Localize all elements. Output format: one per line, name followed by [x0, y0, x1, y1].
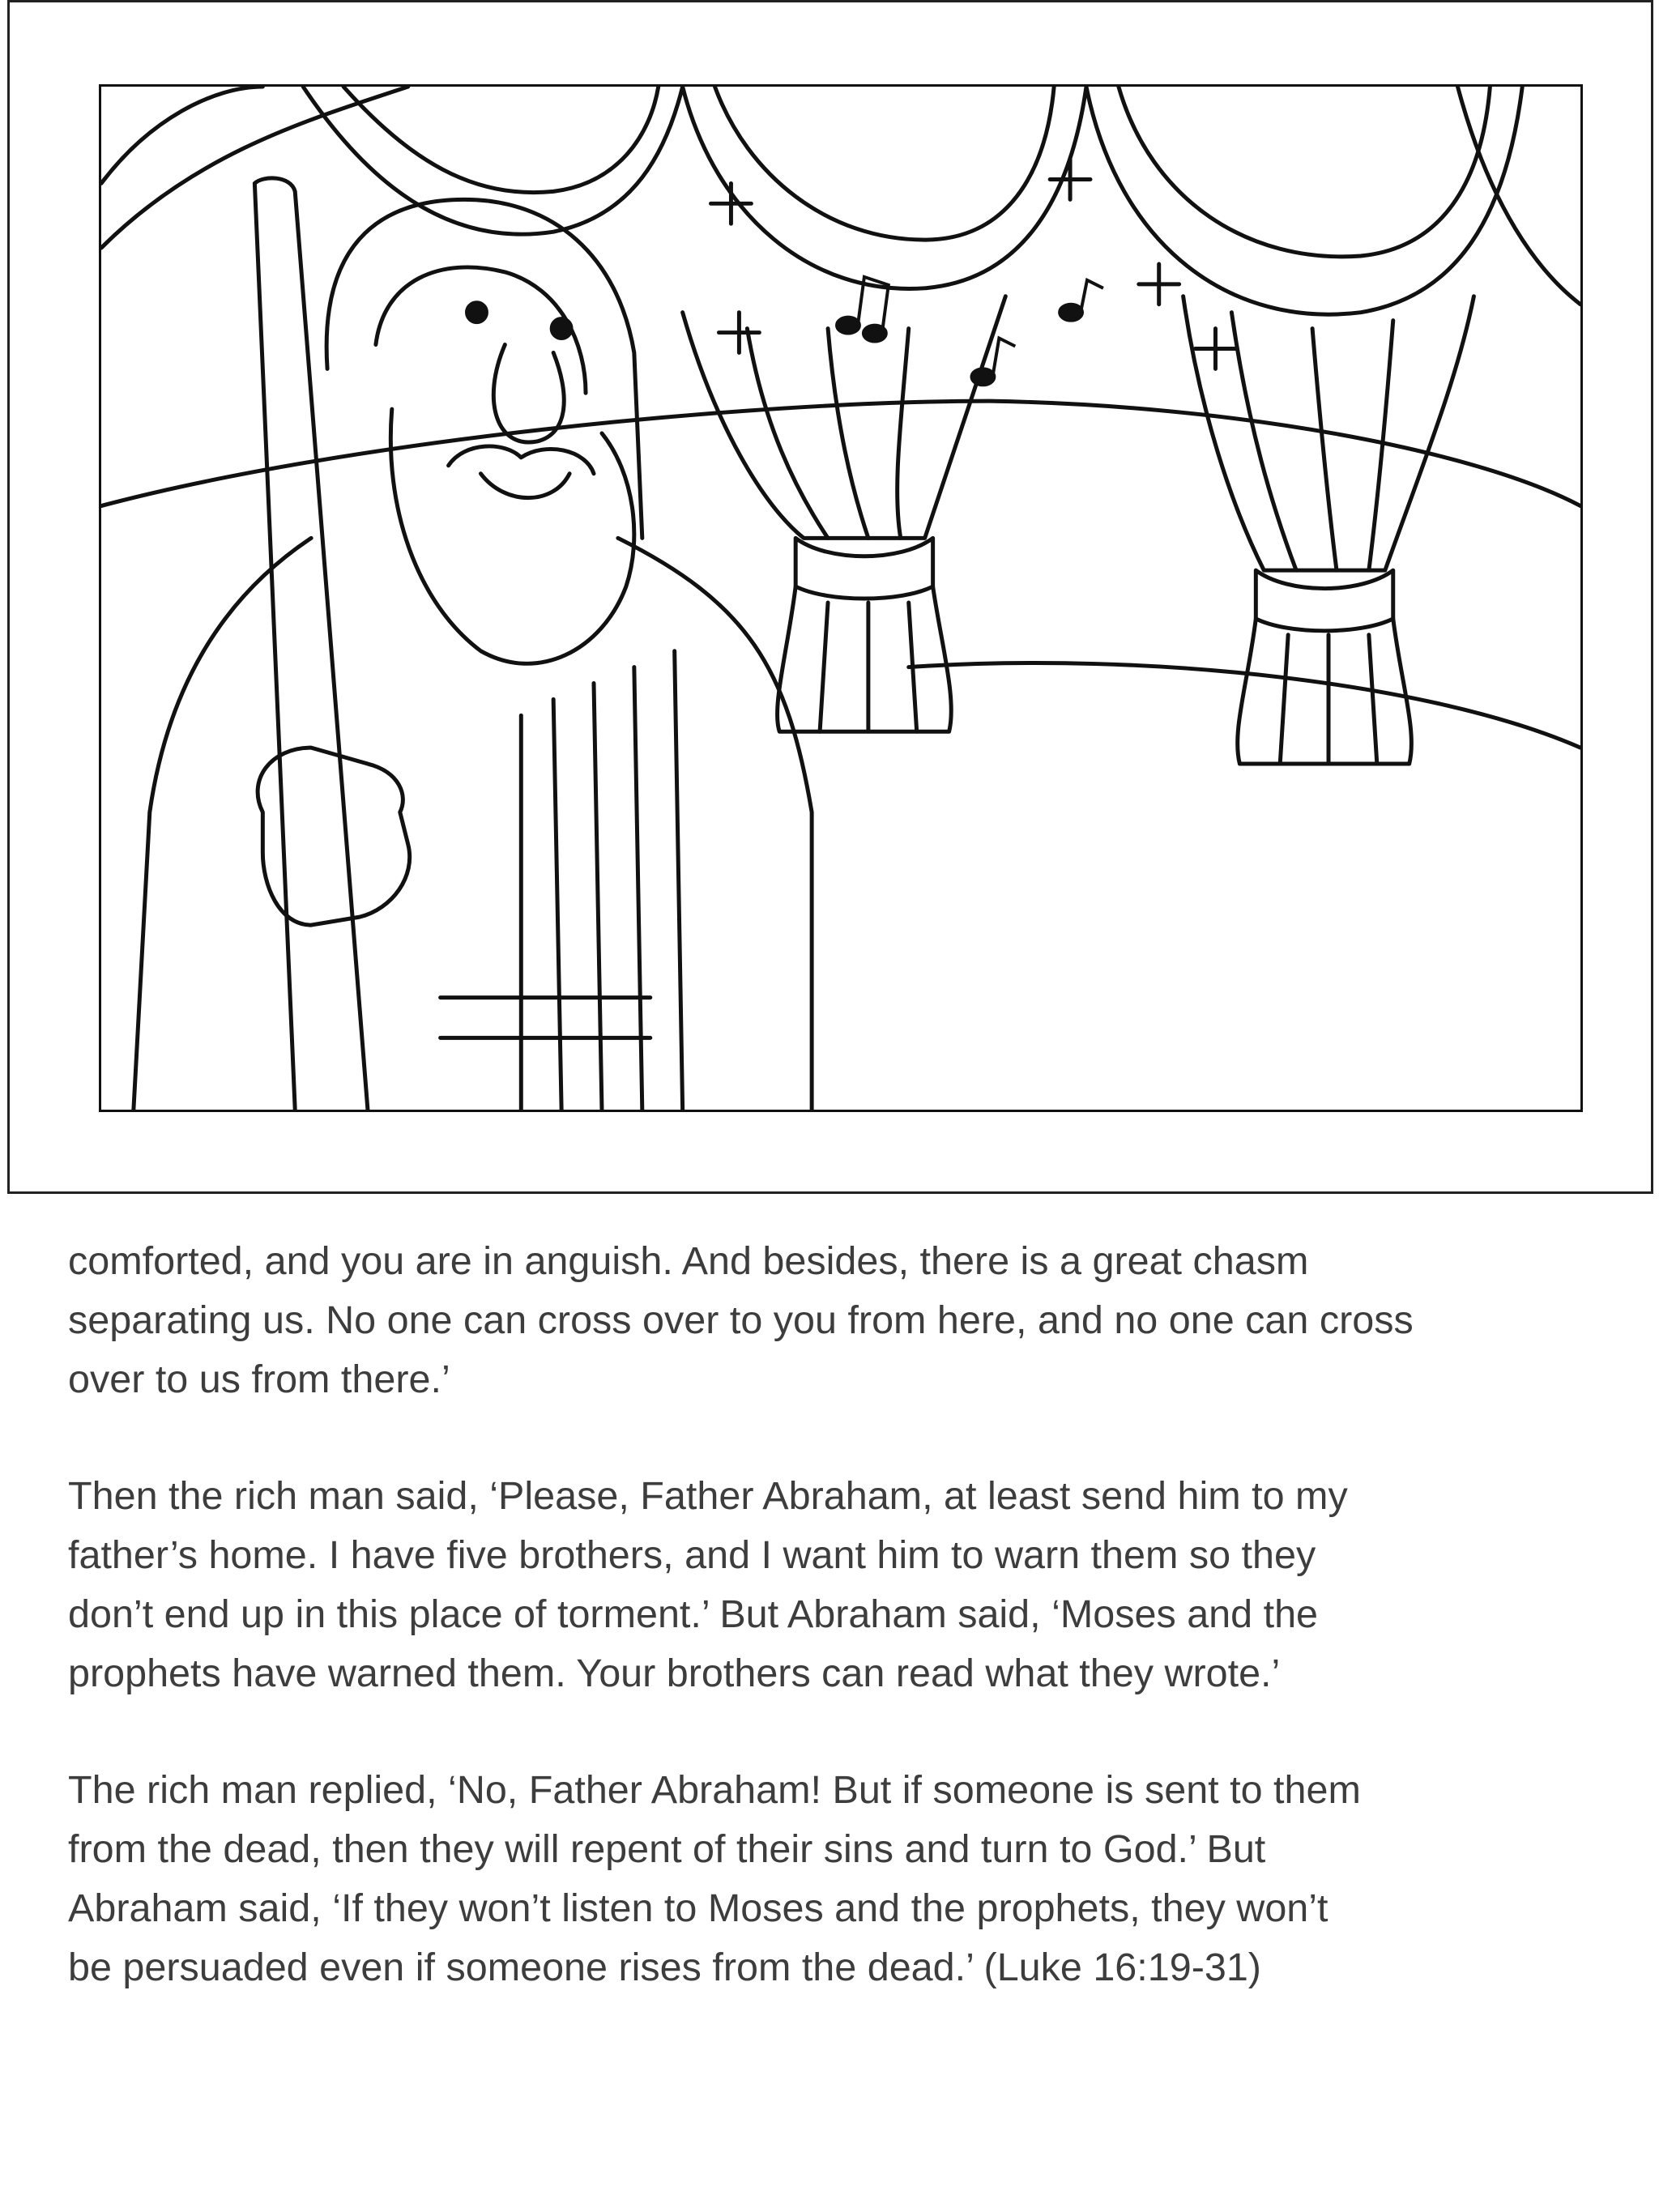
curtain-tie — [795, 538, 932, 599]
curtain-swag — [343, 87, 659, 193]
curtain-fold — [1312, 329, 1337, 571]
sparkle-icon — [719, 313, 759, 353]
story-line: father’s home. I have five brothers, and I want him to warn them so they — [68, 1533, 1316, 1577]
illustration-frame — [7, 0, 1653, 1194]
floor-line — [909, 663, 1580, 748]
robe-stripe — [634, 667, 642, 1110]
staff — [254, 183, 295, 1110]
sparkle-icon — [1139, 264, 1179, 305]
music-note-icon — [971, 339, 1015, 386]
curtain-swag — [683, 87, 1086, 289]
curtain-swag — [1119, 87, 1490, 257]
curtain-fold — [1280, 635, 1288, 764]
story-line: prophets have warned them. Your brothers can read what they wrote.’ — [68, 1652, 1281, 1695]
curtain-swag — [303, 87, 682, 234]
story-paragraph — [68, 1232, 1631, 1409]
story-line: don’t end up in this place of torment.’ But Abraham said, ‘Moses and the — [68, 1592, 1319, 1636]
story-paragraph — [68, 1761, 1631, 1997]
hood — [326, 199, 642, 538]
beard — [390, 409, 634, 663]
mouth — [480, 474, 569, 498]
story-line: Abraham said, ‘If they won’t listen to Moses and the prophets, they won’t — [68, 1886, 1328, 1930]
music-note-icon — [1060, 280, 1103, 321]
robe — [618, 538, 812, 1110]
sash — [441, 998, 650, 1038]
abraham-coloring-illustration — [101, 87, 1580, 1110]
curtain-tail — [778, 586, 952, 731]
story-line: over to us from there.’ — [68, 1357, 450, 1401]
story-text — [68, 1232, 1631, 2055]
curtain-tie — [1256, 570, 1392, 631]
robe-stripe — [675, 651, 683, 1110]
robe-stripe — [553, 699, 561, 1110]
story-line: The rich man replied, ‘No, Father Abraham! But if someone is sent to them — [68, 1768, 1361, 1812]
curtain-fold — [1231, 313, 1296, 570]
eye-left — [467, 303, 487, 322]
curtain-fold — [898, 329, 909, 539]
curtain-fold — [820, 603, 828, 731]
robe-stripe — [594, 684, 602, 1110]
illustration-panel — [99, 84, 1583, 1112]
story-line: be persuaded even if someone rises from the dead.’ (Luke 16:19-31) — [68, 1946, 1261, 1989]
story-line: comforted, and you are in anguish. And besides, there is a great chasm — [68, 1239, 1309, 1283]
curtain-swag — [101, 87, 262, 183]
story-line: from the dead, then they will repent of their sins and turn to God.’ But — [68, 1827, 1266, 1871]
eye-right — [552, 319, 571, 339]
story-line: Then the rich man said, ‘Please, Father Abraham, at least send him to my — [68, 1474, 1348, 1518]
story-line: separating us. No one can cross over to you from here, and no one can cross — [68, 1298, 1414, 1342]
sparkle-icon — [711, 183, 752, 224]
mustache — [449, 446, 594, 474]
ground-line — [101, 401, 1580, 505]
curtain-fold — [828, 329, 868, 539]
staff — [254, 178, 368, 1110]
curtain-fold — [1369, 635, 1377, 764]
story-paragraph — [68, 1467, 1631, 1703]
sparkle-icon — [1196, 329, 1236, 369]
curtain-swag — [715, 87, 1055, 240]
curtain-fold — [747, 329, 828, 539]
